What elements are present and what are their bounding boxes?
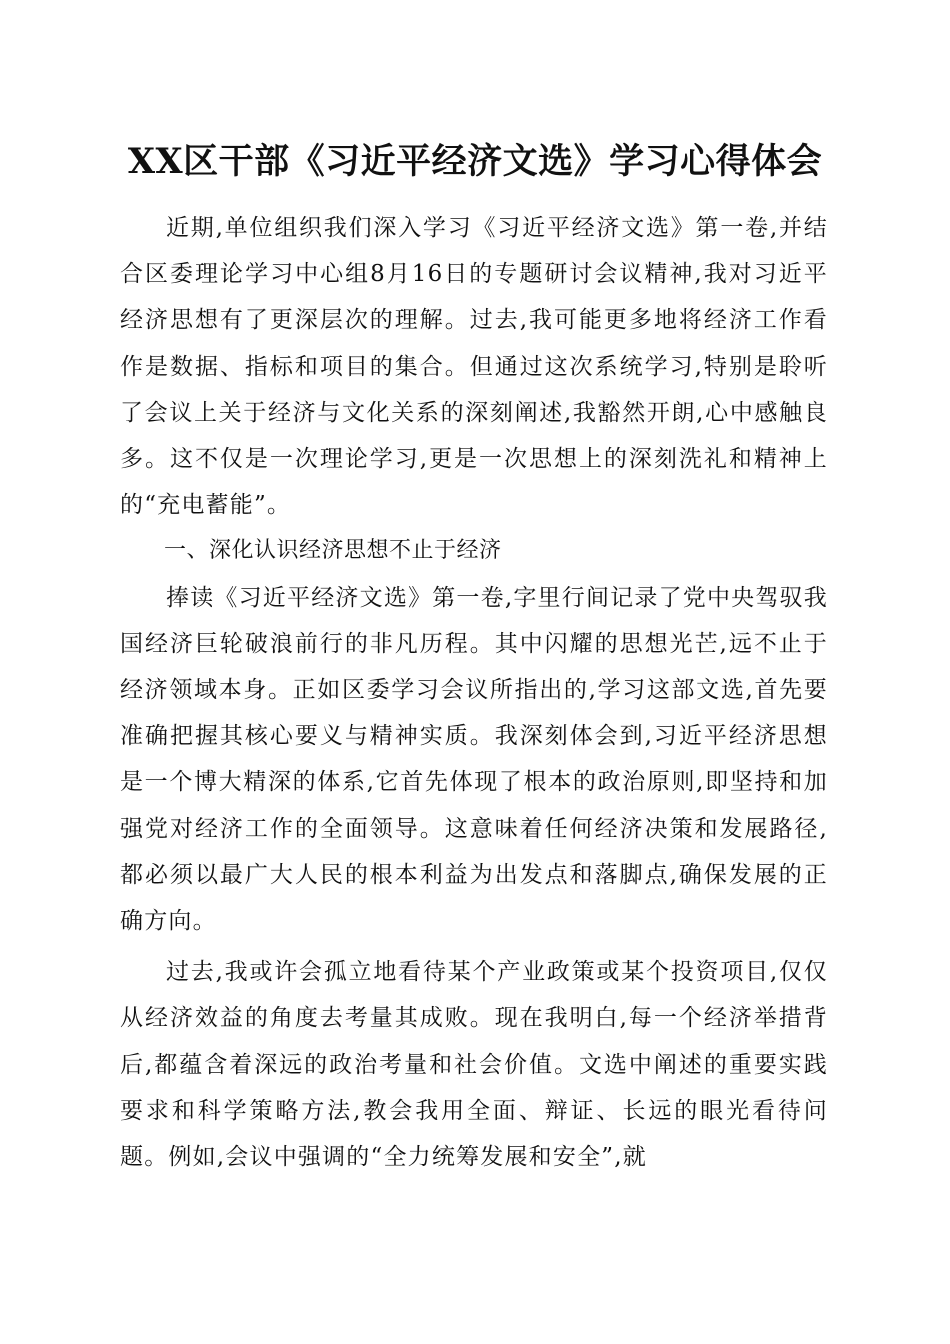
section-heading-1: 一、深化认识经济思想不止于经济 xyxy=(164,538,502,564)
document-body xyxy=(120,205,828,1180)
paragraph-section-1b: 过去,我或许会孤立地看待某个产业政策或某个投资项目,仅仅从经济效益的角度去考量其成败。现在我明白,每一个经济举措背后,都蕴含着深远的政治考量和社会价值。文选中阐述的重要实践要求和科学策略方法,教会我用全面、辩证、长远的眼光看待问题。例如,会议中强调的“全力统筹发展和安全”,就 xyxy=(120,959,828,1171)
paragraph-section-1a: 捧读《习近平经济文选》第一卷,字里行间记录了党中央驾驭我国经济巨轮破浪前行的非凡历程。其中闪耀的思想光芒,远不止于经济领域本身。正如区委学习会议所指出的,学习这部文选,首先要准确把握其核心要义与精神实质。我深刻体会到,习近平经济思想是一个博大精深的体系,它首先体现了根本的政治原则,即坚持和加强党对经济工作的全面领导。这意味着任何经济决策和发展路径,都必须以最广大人民的根本利益为出发点和落脚点,确保发展的正确方向。 xyxy=(120,584,828,935)
document-title: XX区干部《习近平经济文选》学习心得体会 xyxy=(127,141,823,182)
paragraph-intro: 近期,单位组织我们深入学习《习近平经济文选》第一卷,并结合区委理论学习中心组8月16日的专题研讨会议精神,我对习近平经济思想有了更深层次的理解。过去,我可能更多地将经济工作看作是数据、指标和项目的集合。但通过这次系统学习,特别是聆听了会议上关于经济与文化关系的深刻阐述,我豁然开朗,心中感触良多。这不仅是一次理论学习,更是一次思想上的深刻洗礼和精神上的“充电蓄能”。 xyxy=(120,215,828,519)
